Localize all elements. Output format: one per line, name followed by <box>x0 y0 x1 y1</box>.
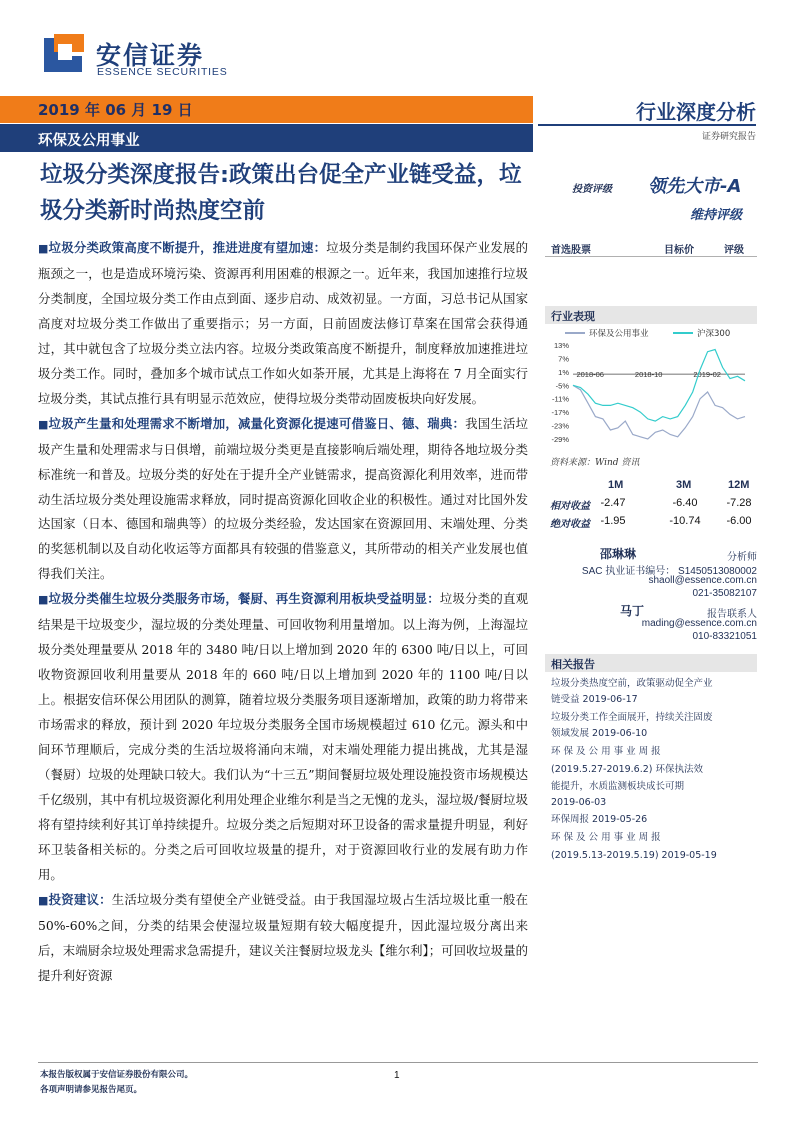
x-tick-label: 2019-02 <box>693 370 721 380</box>
stock-table-divider <box>545 256 757 257</box>
company-logo-icon <box>44 34 86 76</box>
perf-col-1m: 1M <box>608 479 624 491</box>
body-paragraph-policy <box>38 236 528 412</box>
y-tick-label: 13% <box>553 341 569 350</box>
related-line: (2019.5.13-2019.5.19) 2019-05-19 <box>551 850 717 861</box>
contact-email[interactable]: mading@essence.com.cn <box>641 618 757 629</box>
legend-label: 环保及公用事业 <box>589 329 649 339</box>
y-tick-label: -11% <box>552 394 569 404</box>
body-paragraph-demand <box>38 412 528 588</box>
related-line: 领域发展 2019-06-10 <box>551 728 648 739</box>
perf-col-12m: 12M <box>728 479 750 491</box>
contact-name: 马丁 <box>620 604 645 618</box>
footer-copyright: 本报告版权属于安信证券股份有限公司。 <box>40 1070 194 1080</box>
body-paragraph-investment <box>38 888 528 989</box>
perf-row-label: 绝对收益 <box>550 519 590 530</box>
perf-value: -10.74 <box>669 515 701 527</box>
stock-table-header-rating: 评级 <box>724 245 744 256</box>
stock-table-header-stock: 首选股票 <box>551 245 591 256</box>
perf-value: -7.28 <box>726 497 752 509</box>
bullet-square-icon: ■ <box>38 417 49 431</box>
series-line <box>573 350 745 422</box>
y-tick-label: -17% <box>551 408 569 418</box>
paragraph-text: 我国生活垃圾产生量和处理需求与日俱增，前端垃圾分类更是直接影响后端处理，期待各地垃圾分类标准统一和普及。垃圾分类的好处在于提升全产业链需求，提高资源化利用效率，进而带动生活垃圾分类处理设施需求释放，同时提高资源化回收企业的积极性。通过对比国外发达国家（日本、德国和瑞典等）的垃圾分类经验，发达国家在资源回用、末端处理、分类的奖惩机制以及自动化收运等方面都具有较强的借鉴意义，其所带动的相关产业发展也值得我们关注。 <box>38 415 528 582</box>
perf-col-3m: 3M <box>676 479 692 491</box>
related-line: 环 保 及 公 用 事 业 周 报 <box>551 832 661 843</box>
series-line <box>573 385 745 439</box>
related-line: 垃圾分类工作全面展开，持续关注固废 <box>551 712 713 723</box>
y-tick-label: 7% <box>558 354 569 364</box>
footer-divider <box>38 1062 758 1063</box>
report-body <box>38 236 528 989</box>
analyst-email[interactable]: shaoll@essence.com.cn <box>648 575 757 586</box>
x-tick-label: 2018-10 <box>634 370 663 380</box>
analyst-role: 分析师 <box>727 552 757 563</box>
y-tick-label: 1% <box>558 367 569 377</box>
paragraph-lead: 投资建议： <box>48 891 112 907</box>
contact-phone: 010-83321051 <box>692 631 757 642</box>
page-number: 1 <box>394 1070 400 1081</box>
related-line: 链受益 2019-06-17 <box>551 694 638 705</box>
company-name-cn: 安信证券 <box>96 41 205 70</box>
related-line: 垃圾分类热度空前，政策驱动促全产业 <box>551 678 713 689</box>
report-type-divider <box>538 124 756 126</box>
report-date: 2019 年 06 月 19 日 <box>38 101 193 119</box>
sector-name: 环保及公用事业 <box>38 133 140 149</box>
bullet-square-icon: ■ <box>38 593 49 607</box>
body-paragraph-market <box>38 587 528 887</box>
paragraph-lead: 垃圾产生量和处理需求不断增加，减量化资源化提速可借鉴日、德、瑞典： <box>48 415 466 431</box>
perf-value: -1.95 <box>600 515 626 527</box>
stock-table-header-target: 目标价 <box>664 245 694 256</box>
perf-value: -2.47 <box>600 497 626 509</box>
related-line: 环保周报 2019-05-26 <box>551 814 648 825</box>
related-line: 能提升，水质监测板块成长可期 <box>551 781 685 792</box>
performance-section-title: 行业表现 <box>551 310 595 323</box>
paragraph-lead: 垃圾分类政策高度不断提升，推进进度有望加速： <box>48 240 327 255</box>
rating-label: 投资评级 <box>572 184 612 195</box>
related-line: 环 保 及 公 用 事 业 周 报 <box>551 746 661 757</box>
paragraph-text: 垃圾分类是制约我国环保产业发展的瓶颈之一，也是造成环境污染、资源再利用困难的根源之一。近年来，我国加速推行垃圾分类制度，全国垃圾分类工作由点到面、逐步启动、成效初显。一方面，习总书记从国家高度对垃圾分类工作做出了重要指示；另一方面，日前固废法修订草案在国常会获得通过，其中就包含了垃圾分类立法内容。垃圾分类政策高度不断提升，制度释放加速推进垃圾分类工作。同时，叠加多个城市试点工作如火如荼开展，尤其是上海将在 7 月全面实行垃圾分类，其试点推行具有明显示范效应，使得垃圾分类带动固废板块向好发展。 <box>38 240 529 406</box>
analyst-phone: 021-35082107 <box>692 588 757 599</box>
paragraph-lead: 垃圾分类催生垃圾分类服务市场，餐厨、再生资源利用板块受益明显： <box>48 591 440 607</box>
paragraph-text: 垃圾分类的直观结果是干垃圾变少，湿垃圾的分类处理量、可回收物利用量增加。以上海为例，上海湿垃圾分类处理量要从 2018 年的 3480 吨/日以上增加到 2020 年的 6300 吨/日以上，可回收物资源回收利用量要从 2018 年的 660 吨/日以上增加到 2020 年的 1100 吨/日以上。根据安信环保公用团队的测算，随着垃圾分类服务项目逐渐增加，政策的助力将带来市场需求的释放，预计到 2020 年垃圾分类服务全国市场规模超过 610 亿元。源头和中间环节理顺后，完成分类的生活垃圾将涌向末端，对末端处理能力提出挑战，尤其是湿（餐厨）垃圾的处理缺口较大。我们认为“十三五”期间餐厨垃圾处理设施投资市场规模达千亿级别，其中有机垃圾资源化利用处理企业维尔利是当之无愧的龙头，湿垃圾/餐厨垃圾将有望持续利好其订单持续提升。垃圾分类之后短期对环卫设备的需求量提升明显，利好环卫装备相关标的。分类之后可回收垃圾量的提升，对于资源回收行业的发展有助力作用。 <box>38 591 528 882</box>
y-tick-label: -5% <box>555 381 569 391</box>
analyst-sac: SAC 执业证书编号： S1450513080002 <box>581 566 757 577</box>
perf-value: -6.40 <box>672 497 698 509</box>
contact-role: 报告联系人 <box>707 609 757 620</box>
company-name-en: ESSENCE SECURITIES <box>97 66 228 78</box>
performance-chart <box>545 325 757 450</box>
related-line: (2019.5.27-2019.6.2) 环保执法效 <box>551 764 704 775</box>
related-line: 2019-06-03 <box>551 797 607 808</box>
related-section-title: 相关报告 <box>551 658 595 671</box>
report-type: 行业深度分析 <box>636 100 756 124</box>
bullet-square-icon: ■ <box>38 893 49 907</box>
y-tick-label: -23% <box>551 421 569 431</box>
perf-row-label: 相对收益 <box>550 501 590 512</box>
perf-value: -6.00 <box>726 515 752 527</box>
analyst-name: 邵琳琳 <box>600 547 637 561</box>
rating-value: 领先大市-A <box>648 176 742 197</box>
footer-disclaimer: 各项声明请参见报告尾页。 <box>40 1085 143 1095</box>
chart-source: 资料来源：Wind 资讯 <box>550 458 640 468</box>
paragraph-text: 生活垃圾分类有望使全产业链受益。由于我国湿垃圾占生活垃圾比重一般在 50%-60%之间，分类的结果会使湿垃圾量短期有较大幅度提升，因此湿垃圾分离出来后，末端厨余垃圾处理需求急需提升，建议关注餐厨垃圾龙头【维尔利】；可回收垃圾量的提升利好资源 <box>38 891 528 983</box>
x-tick-label: 2018-06 <box>576 370 604 380</box>
report-title: 垃圾分类深度报告:政策出台促全产业链受益，垃圾分类新时尚热度空前 <box>40 162 522 224</box>
y-tick-label: -29% <box>551 435 569 444</box>
rating-action: 维持评级 <box>690 208 743 223</box>
report-subtype: 证券研究报告 <box>701 132 756 142</box>
legend-label: 沪深300 <box>697 329 731 339</box>
bullet-square-icon: ■ <box>38 242 49 255</box>
